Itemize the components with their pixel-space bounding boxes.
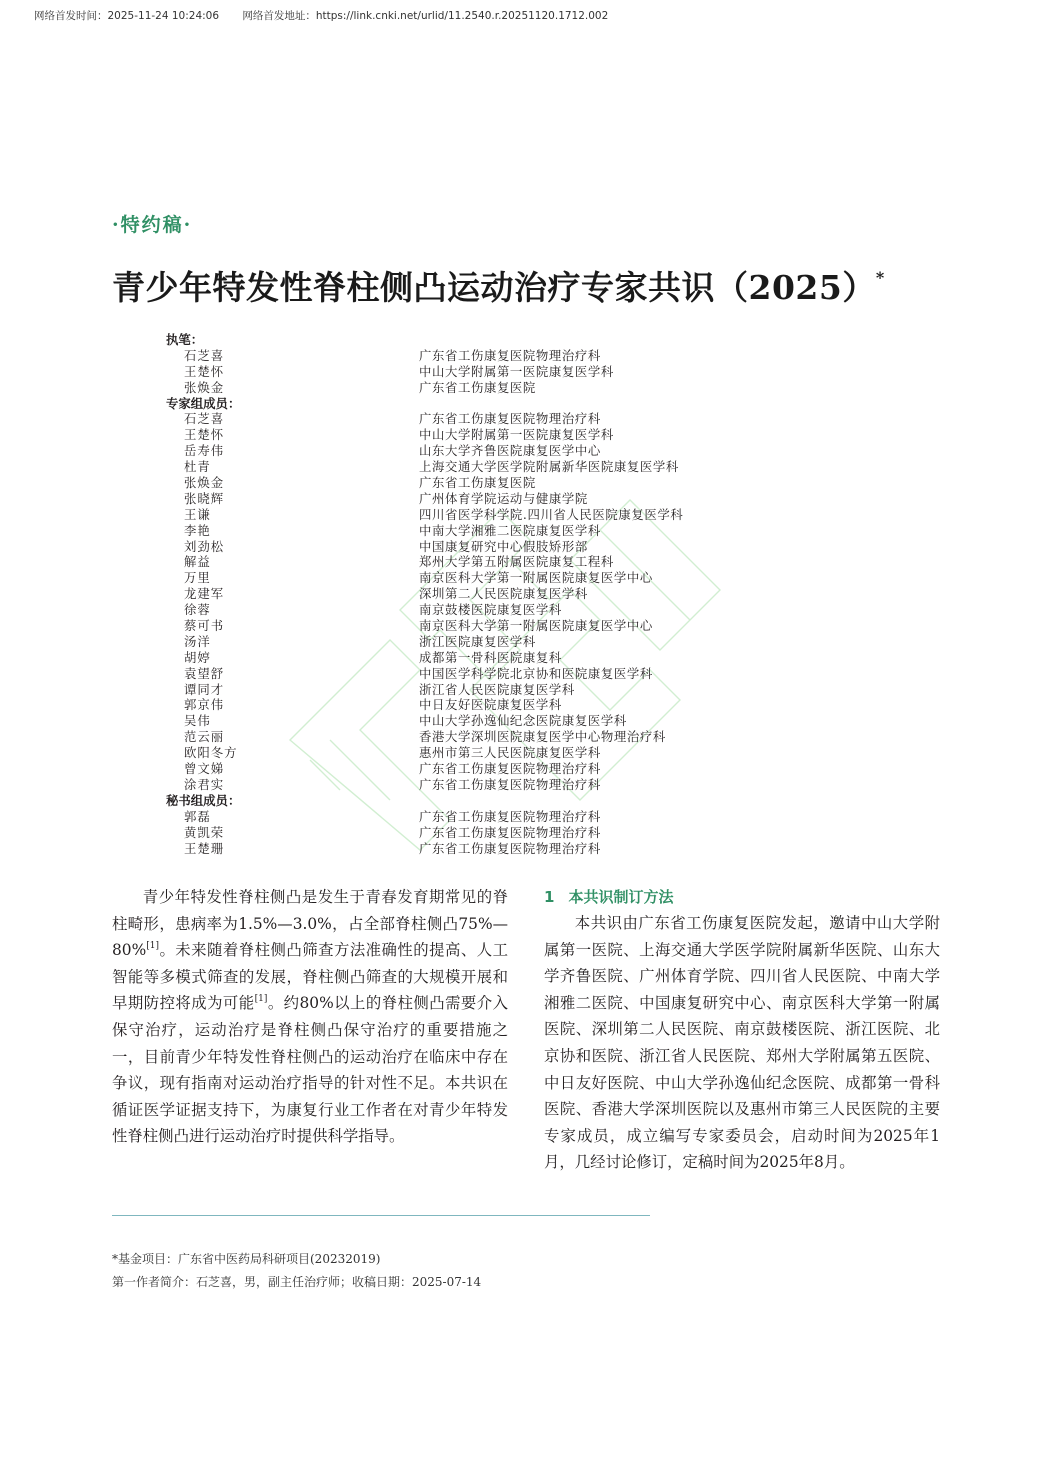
author-affiliation: 浙江医院康复医学科 — [419, 633, 536, 649]
section-1-column — [544, 884, 940, 1176]
author-row — [166, 348, 886, 364]
author-affiliation: 中山大学附属第一医院康复医学科 — [419, 427, 614, 443]
author-info-footnote: 第一作者简介：石芝喜，男，副主任治疗师；收稿日期：2025-07-14 — [112, 1275, 482, 1289]
author-name: 郭磊 — [184, 808, 211, 824]
author-row — [166, 682, 886, 698]
author-name: 王谦 — [184, 506, 211, 522]
author-name: 蔡可书 — [184, 618, 225, 634]
author-name: 张晓辉 — [184, 490, 225, 506]
author-affiliation: 南京鼓楼医院康复医学科 — [419, 602, 562, 618]
author-name: 王楚珊 — [184, 840, 225, 856]
online-publish-info — [34, 8, 628, 23]
author-row — [166, 427, 886, 443]
author-affiliation: 中国医学科学院北京协和医院康复医学科 — [419, 665, 653, 681]
author-row — [166, 809, 886, 825]
fund-footnote: *基金项目：广东省中医药局科研项目(20232019) — [112, 1252, 381, 1266]
author-row — [166, 825, 886, 841]
section-tag: ·特约稿· — [112, 214, 193, 236]
author-row — [166, 443, 886, 459]
author-affiliation: 广州体育学院运动与健康学院 — [419, 490, 588, 506]
author-row — [166, 364, 886, 380]
author-row — [166, 491, 886, 507]
author-name: 胡婷 — [184, 649, 211, 665]
author-name: 解益 — [184, 554, 211, 570]
author-affiliation: 成都第一骨科医院康复科 — [419, 649, 562, 665]
author-affiliation: 广东省工伤康复医院物理治疗科 — [419, 824, 601, 840]
author-affiliation: 中山大学孙逸仙纪念医院康复医学科 — [419, 713, 627, 729]
title-footnote-mark: * — [875, 268, 885, 287]
author-affiliation: 中山大学附属第一医院康复医学科 — [419, 363, 614, 379]
author-affiliation: 山东大学齐鲁医院康复医学中心 — [419, 443, 601, 459]
author-name: 黄凯荣 — [184, 824, 225, 840]
author-row — [166, 539, 886, 555]
author-row — [166, 475, 886, 491]
author-row — [166, 554, 886, 570]
author-affiliation: 香港大学深圳医院康复医学中心物理治疗科 — [419, 729, 666, 745]
author-row — [166, 586, 886, 602]
author-row — [166, 666, 886, 682]
author-affiliation: 中国康复研究中心假肢矫形部 — [419, 538, 588, 554]
author-name: 张焕金 — [184, 475, 225, 491]
section-1-paragraph: 本共识由广东省工伤康复医院发起，邀请中山大学附属第一医院、上海交通大学医学院附属新华医院、山东大学齐鲁医院、广州体育学院、四川省人民医院、中南大学湘雅二医院、中国康复研究中心、南京医科大学第一附属医院、深圳第二人民医院、南京鼓楼医院、浙江医院、北京协和医院、浙江省人民医院、郑州大学附属第五医院、中日友好医院、中山大学孙逸仙纪念医院、成都第一骨科医院、香港大学深圳医院以及惠州市第三人民医院的主要专家成员，成立编写专家委员会，启动时间为2025年1月，几经讨论修订，定稿时间为2025年8月。 — [544, 914, 940, 1172]
author-name: 石芝喜 — [184, 347, 225, 363]
publish-time: 网络首发时间：2025-11-24 10:24:06 — [34, 10, 220, 22]
author-row — [166, 697, 886, 713]
intro-column — [112, 884, 508, 1150]
author-group-label: 秘书组成员： — [166, 792, 241, 808]
author-name: 袁望舒 — [184, 665, 225, 681]
author-affiliation: 广东省工伤康复医院物理治疗科 — [419, 808, 601, 824]
author-affiliation: 上海交通大学医学院附属新华医院康复医学科 — [419, 459, 679, 475]
section-1-heading: 1 本共识制订方法 — [544, 888, 674, 906]
author-row — [166, 602, 886, 618]
author-name: 欧阳冬方 — [184, 745, 238, 761]
author-affiliation: 广东省工伤康复医院 — [419, 475, 536, 491]
author-name: 涂君实 — [184, 776, 225, 792]
author-affiliation: 中日友好医院康复医学科 — [419, 697, 562, 713]
author-name: 刘劲松 — [184, 538, 225, 554]
author-affiliation: 广东省工伤康复医院物理治疗科 — [419, 840, 601, 856]
author-row — [166, 618, 886, 634]
author-group-label: 专家组成员： — [166, 395, 241, 411]
author-name: 王楚怀 — [184, 427, 225, 443]
author-name: 岳寿伟 — [184, 443, 225, 459]
author-name: 汤洋 — [184, 633, 211, 649]
author-name: 谭同才 — [184, 681, 225, 697]
author-list — [166, 332, 886, 856]
author-row — [166, 761, 886, 777]
footnote-divider — [112, 1215, 650, 1216]
author-name: 王楚怀 — [184, 363, 225, 379]
author-affiliation: 广东省工伤康复医院物理治疗科 — [419, 411, 601, 427]
author-row — [166, 459, 886, 475]
intro-paragraph: 青少年特发性脊柱侧凸是发生于青春发育期常见的脊柱畸形，患病率为1.5%—3.0%，占全部脊柱侧凸75%—80%[1]。未来随着脊柱侧凸筛查方法准确性的提高、人工智能等多模式筛查的发展，脊柱侧凸筛查的大规模开展和早期防控将成为可能[1]。约80%以上的脊柱侧凸需要介入保守治疗，运动治疗是脊柱侧凸保守治疗的重要措施之一，目前青少年特发性脊柱侧凸的运动治疗在临床中存在争议，现有指南对运动治疗指导的针对性不足。本共识在循证医学证据支持下，为康复行业工作者在对青少年特发性脊柱侧凸进行运动治疗时提供科学指导。 — [112, 888, 508, 1146]
author-name: 李艳 — [184, 522, 211, 538]
author-row — [166, 841, 886, 857]
author-affiliation: 南京医科大学第一附属医院康复医学中心 — [419, 618, 653, 634]
author-affiliation: 浙江省人民医院康复医学科 — [419, 681, 575, 697]
author-row — [166, 729, 886, 745]
author-affiliation: 广东省工伤康复医院物理治疗科 — [419, 761, 601, 777]
citation-ref[interactable]: [1] — [254, 994, 268, 1005]
author-row — [166, 634, 886, 650]
author-name: 吴伟 — [184, 713, 211, 729]
citation-ref[interactable]: [1] — [146, 941, 159, 952]
author-name: 郭京伟 — [184, 697, 225, 713]
author-affiliation: 广东省工伤康复医院 — [419, 379, 536, 395]
author-row — [166, 523, 886, 539]
publish-url[interactable]: 网络首发地址：https://link.cnki.net/urlid/11.2540.r.20251120.1712.002 — [242, 10, 609, 22]
author-row — [166, 570, 886, 586]
author-affiliation: 中南大学湘雅二医院康复医学科 — [419, 522, 601, 538]
author-affiliation: 广东省工伤康复医院物理治疗科 — [419, 776, 601, 792]
author-row — [166, 713, 886, 729]
author-row — [166, 380, 886, 396]
author-affiliation: 四川省医学科学院.四川省人民医院康复医学科 — [419, 506, 684, 522]
author-affiliation: 惠州市第三人民医院康复医学科 — [419, 745, 601, 761]
author-affiliation: 南京医科大学第一附属医院康复医学中心 — [419, 570, 653, 586]
author-affiliation: 郑州大学第五附属医院康复工程科 — [419, 554, 614, 570]
author-name: 石芝喜 — [184, 411, 225, 427]
author-row — [166, 507, 886, 523]
author-name: 万里 — [184, 570, 211, 586]
author-name: 龙建军 — [184, 586, 225, 602]
author-name: 张焕金 — [184, 379, 225, 395]
author-row — [166, 411, 886, 427]
author-affiliation: 广东省工伤康复医院物理治疗科 — [419, 347, 601, 363]
author-name: 范云丽 — [184, 729, 225, 745]
article-title: 青少年特发性脊柱侧凸运动治疗专家共识（2025）* — [112, 268, 885, 307]
author-name: 曾文娣 — [184, 761, 225, 777]
author-row — [166, 650, 886, 666]
author-affiliation: 深圳第二人民医院康复医学科 — [419, 586, 588, 602]
author-row — [166, 745, 886, 761]
author-name: 徐蓉 — [184, 602, 211, 618]
author-row — [166, 777, 886, 793]
author-group-label: 执笔： — [166, 332, 204, 347]
author-name: 杜青 — [184, 459, 211, 475]
